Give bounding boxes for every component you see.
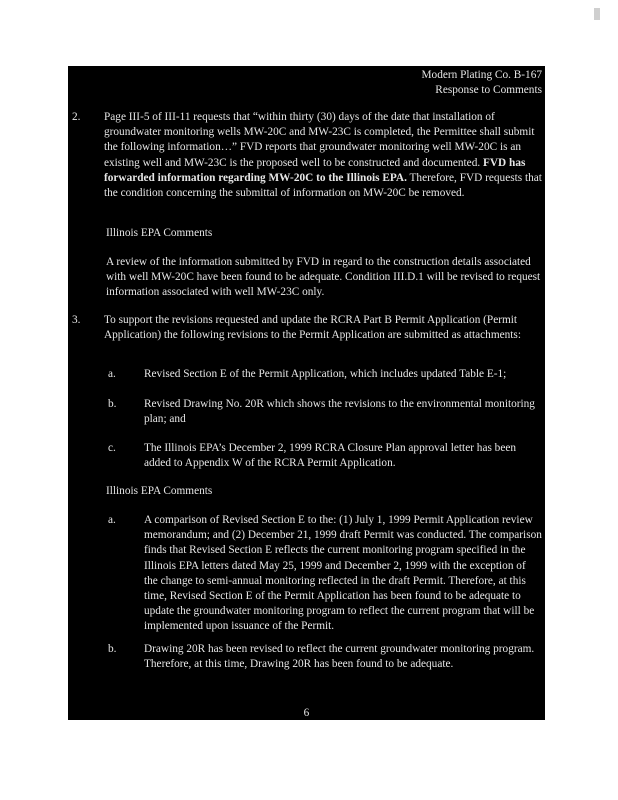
section-heading: Illinois EPA Comments (106, 485, 213, 497)
item-2-text (104, 110, 542, 201)
item-number: 3. (72, 314, 81, 326)
item-3-text: To support the revisions requested and update the RCRA Part B Permit Application (Permit Application) the following revisions to the Permit Application are submitted as attachments: (104, 314, 521, 342)
header-line-2: Response to Comments (435, 84, 542, 97)
section-heading: Illinois EPA Comments (106, 227, 213, 239)
header-line-1: Modern Plating Co. B-167 (421, 69, 542, 81)
item-2-text-end: Therefore, FVD requests that the condition concerning the submittal of information on MW-20C be removed. (104, 171, 542, 200)
attachment-letter: a. (108, 368, 116, 380)
attachment-letter: b. (108, 398, 117, 410)
comment-letter: b. (108, 643, 117, 655)
item-2-text-bold: FVD has forwarded information regarding MW-20C to the Illinois EPA. (104, 156, 526, 184)
attachment-text: Revised Section E of the Permit Application, which includes updated Table E-1; (144, 368, 507, 380)
scan-mark (594, 8, 600, 20)
attachment-letter: c. (108, 442, 116, 454)
item-2-text-start: Page III-5 of III-11 requests that “within thirty (30) days of the date that installation of groundwater monitoring wells MW-20C and MW-23C is completed, the Permittee shall submit the following information…” FVD reports that groundwater monitoring well MW-20C is an existing well and MW-23C is the proposed well to be constructed and documented. (104, 111, 535, 169)
page-number: 6 (303, 707, 310, 719)
attachment-text: The Illinois EPA’s December 2, 1999 RCRA Closure Plan approval letter has been added to Appendix W of the RCRA Permit Application. (144, 442, 517, 470)
page-header (422, 68, 543, 98)
comment-text: A comparison of Revised Section E to the: (1) July 1, 1999 Permit Application review memorandum; and (2) December 21, 1999 draft Permit was conducted. The comparison finds that Revised Section E reflects the current monitoring program specified in the Illinois EPA letters dated May 25, 1999 and December 2, 1999 with the exception of the change to semi-annual monitoring reflected in the draft Permit. Therefore, at this time, Revised Section E of the Permit Application has been found to be adequate to update the groundwater monitoring program to reflect the current program that will be implemented upon issuance of the Permit. (144, 514, 542, 633)
comment-letter: a. (108, 514, 116, 526)
epa-comment-text: A review of the information submitted by FVD in regard to the construction details associated with well MW-20C have been found to be adequate. Condition III.D.1 will be revised to request information associated with well MW-23C only. (106, 256, 541, 299)
attachment-text: Revised Drawing No. 20R which shows the revisions to the environmental monitoring plan; and (144, 398, 535, 426)
item-number: 2. (72, 111, 81, 123)
comment-text: Drawing 20R has been revised to reflect the current groundwater monitoring program. Therefore, at this time, Drawing 20R has been found to be adequate. (144, 643, 535, 671)
document-page (68, 66, 545, 720)
